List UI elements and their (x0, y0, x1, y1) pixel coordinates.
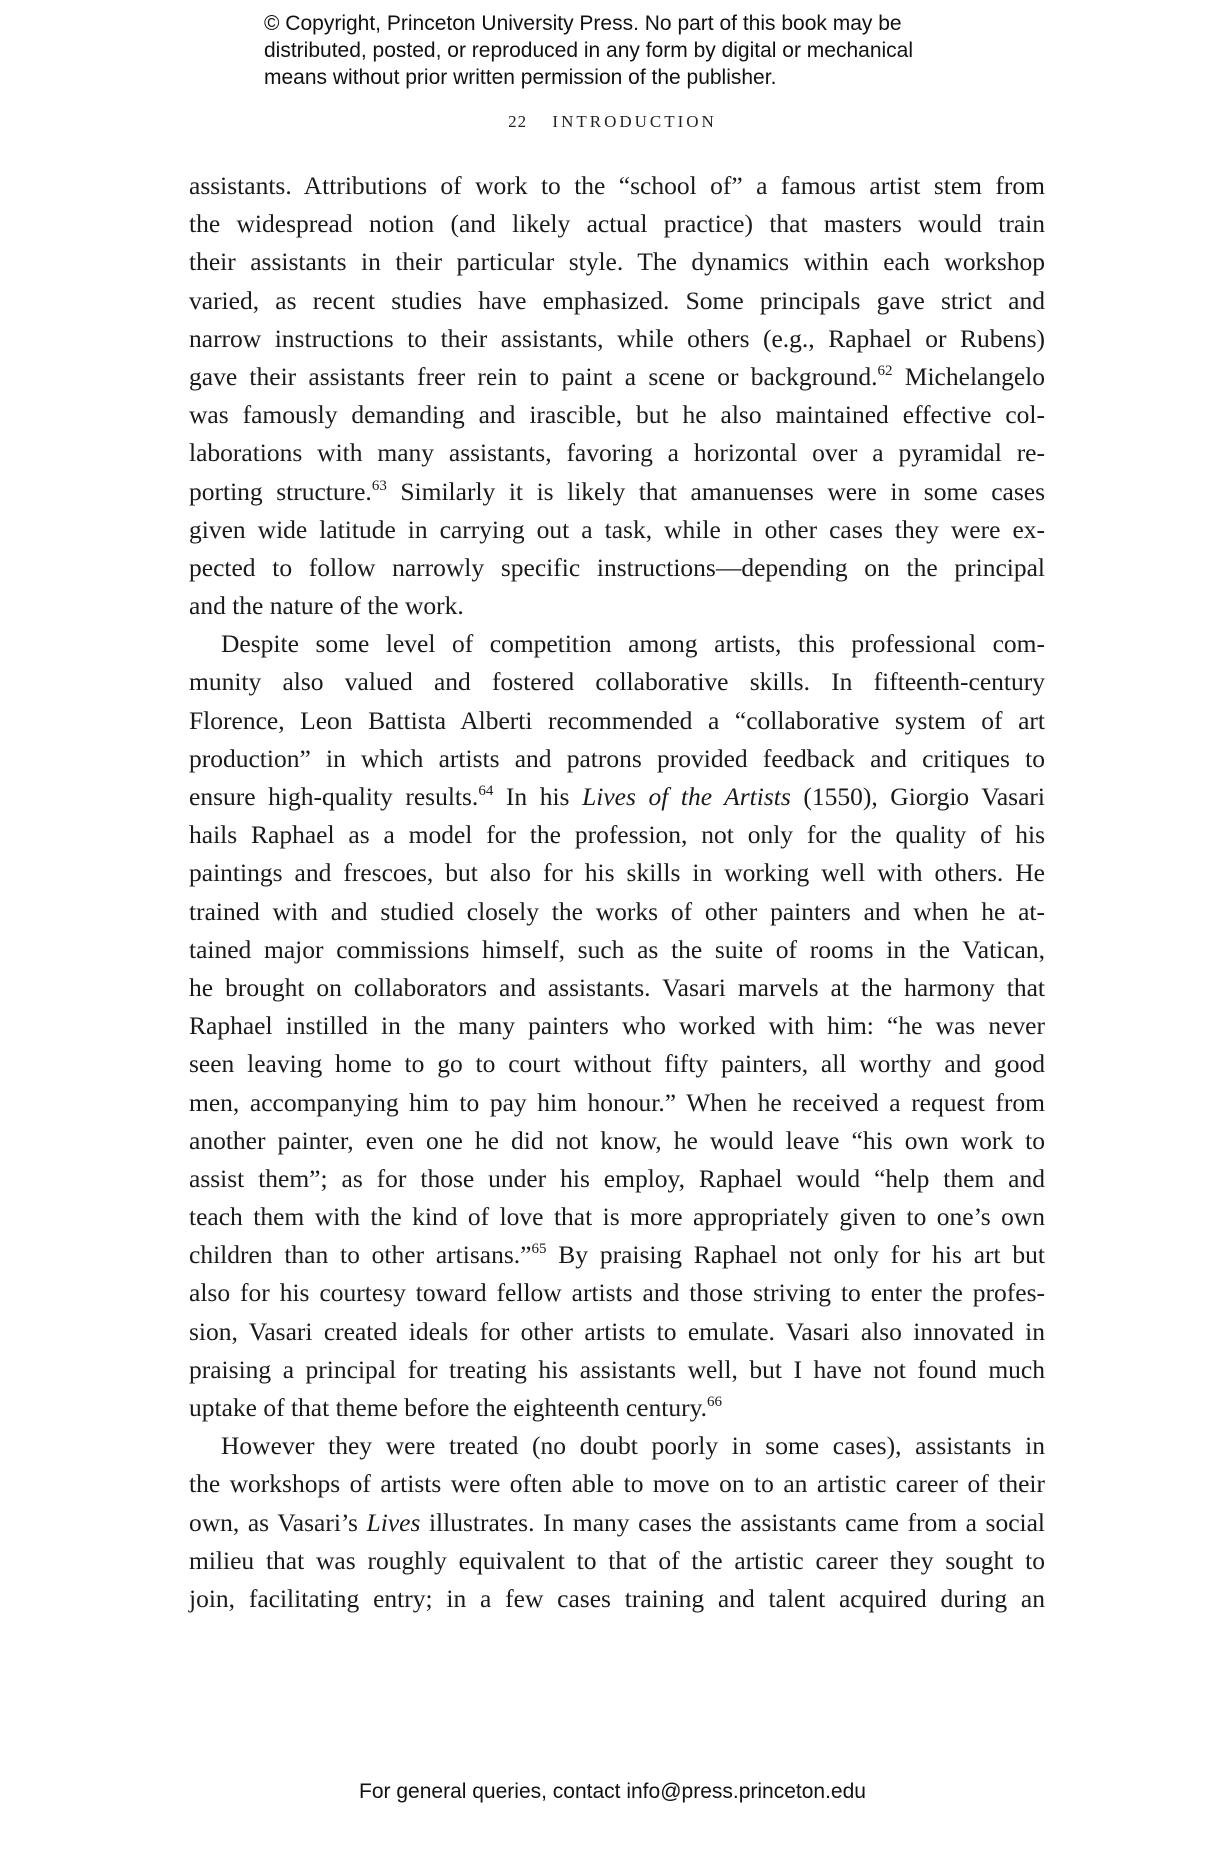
text-line (189, 587, 1045, 625)
text-run: assist them”; as for those under his employ, Raphael would “help them and (189, 1163, 1045, 1193)
text-line (189, 816, 1045, 854)
text-line (189, 854, 1045, 892)
text-run: porting structure. (189, 476, 372, 506)
text-run: children than to other artisans.” (189, 1240, 532, 1270)
text-run: narrow instructions to their assistants, while others (e.g., Raphael or Rubens) (189, 323, 1045, 353)
text-run: illustrates. In many cases the assistants came from a social (420, 1507, 1045, 1537)
text-run: milieu that was roughly equivalent to that of the artistic career they sought to (189, 1545, 1045, 1575)
text-line (189, 205, 1045, 243)
text-run: given wide latitude in carrying out a task, while in other cases they were ex- (189, 514, 1045, 544)
text-run: pected to follow narrowly specific instructions—depending on the principal (189, 552, 1045, 582)
text-run: munity also valued and fostered collaborative skills. In fifteenth-century (189, 667, 1045, 697)
text-run: production” in which artists and patrons provided feedback and critiques to (189, 743, 1045, 773)
text-line (189, 1084, 1045, 1122)
text-run: Despite some level of competition among artists, this professional com- (221, 629, 1045, 659)
text-line (189, 243, 1045, 281)
text-line (189, 1274, 1045, 1312)
text-line (189, 434, 1045, 472)
text-run: However they were treated (no doubt poorly in some cases), assistants in (221, 1431, 1045, 1461)
text-line (189, 1351, 1045, 1389)
text-line (189, 1160, 1045, 1198)
text-run: seen leaving home to go to court without fifty painters, all worthy and good (189, 1049, 1045, 1079)
text-run: teach them with the kind of love that is more appropriately given to one’s own (189, 1202, 1045, 1232)
text-run: join, facilitating entry; in a few cases training and talent acquired during an (189, 1583, 1045, 1613)
text-run: ensure high-quality results. (189, 782, 479, 811)
body-text (189, 167, 1045, 1618)
footnote-marker: 62 (877, 362, 893, 379)
text-line (189, 740, 1045, 778)
text-line (189, 702, 1045, 740)
running-title: INTRODUCTION (552, 112, 717, 131)
text-line (189, 358, 1045, 396)
text-run: assistants. Attributions of work to the “school of” a famous artist stem from (189, 171, 1045, 200)
text-line (189, 1198, 1045, 1236)
text-run: praising a principal for treating his assistants well, but I have not found much (189, 1354, 1045, 1384)
text-line (189, 511, 1045, 549)
text-line (189, 931, 1045, 969)
text-run: men, accompanying him to pay him honour.” When he received a request from (189, 1087, 1045, 1117)
text-run: Raphael instilled in the many painters who worked with him: “he was never (189, 1011, 1045, 1041)
text-run: tained major commissions himself, such as the suite of rooms in the Vatican, (189, 934, 1045, 964)
running-head (0, 112, 1225, 132)
text-run: and the nature of the work. (189, 591, 464, 621)
text-line (189, 1389, 1045, 1427)
text-line (189, 1236, 1045, 1274)
copyright-line: means without prior written permission of the publisher. (264, 66, 777, 89)
text-line (189, 1427, 1045, 1465)
footnote-marker: 65 (531, 1241, 547, 1258)
text-line (189, 473, 1045, 511)
text-line (189, 1465, 1045, 1503)
text-run: trained with and studied closely the works of other painters and when he at- (189, 896, 1045, 926)
text-run: their assistants in their particular style. The dynamics within each workshop (189, 247, 1045, 277)
text-line (189, 320, 1045, 358)
text-run: uptake of that theme before the eighteenth century. (189, 1393, 708, 1422)
footnote-marker: 63 (371, 477, 387, 494)
text-line (189, 1580, 1045, 1618)
text-run: another painter, even one he did not know, he would leave “his own work to (189, 1125, 1045, 1155)
text-line (189, 893, 1045, 931)
text-line (189, 625, 1045, 663)
text-run: he brought on collaborators and assistants. Vasari marvels at the harmony that (189, 972, 1045, 1002)
text-line (189, 1313, 1045, 1351)
footnote-marker: 66 (707, 1394, 723, 1410)
text-line (189, 1045, 1045, 1083)
text-run: laborations with many assistants, favoring a horizontal over a pyramidal re- (189, 438, 1045, 468)
text-run: In his (493, 782, 583, 811)
italic-title: Lives of the Artists (582, 782, 791, 811)
page-number: 22 (508, 112, 528, 131)
text-run: own, as Vasari’s (189, 1507, 367, 1537)
text-line (189, 549, 1045, 587)
footer-contact: For general queries, contact info@press.princeton.edu (359, 1780, 866, 1803)
text-run: paintings and frescoes, but also for his skills in working well with others. He (189, 858, 1045, 888)
text-line (189, 1542, 1045, 1580)
copyright-line: distributed, posted, or reproduced in any form by digital or mechanical (264, 39, 914, 62)
text-run: By praising Raphael not only for his art but (546, 1240, 1045, 1270)
text-run: gave their assistants freer rein to paint a scene or background. (189, 361, 878, 391)
copyright-notice (264, 10, 984, 91)
italic-title: Lives (366, 1507, 421, 1537)
text-run: Michelangelo (892, 361, 1045, 391)
footnote-marker: 64 (478, 783, 494, 799)
text-run: Florence, Leon Battista Alberti recommended a “collaborative system of art (189, 705, 1045, 735)
text-line (189, 282, 1045, 320)
text-run: sion, Vasari created ideals for other artists to emulate. Vasari also innovated in (189, 1316, 1045, 1346)
text-run: the workshops of artists were often able to move on to an artistic career of their (189, 1469, 1045, 1499)
text-run: was famously demanding and irascible, but he also maintained effective col- (189, 400, 1045, 430)
text-run: Similarly it is likely that amanuenses were in some cases (386, 476, 1045, 506)
text-line (189, 969, 1045, 1007)
text-line (189, 1504, 1045, 1542)
text-run: hails Raphael as a model for the profession, not only for the quality of his (189, 820, 1045, 850)
text-line (189, 396, 1045, 434)
text-run: the widespread notion (and likely actual practice) that masters would train (189, 209, 1045, 239)
text-line (189, 167, 1045, 205)
text-line (189, 1007, 1045, 1045)
text-line (189, 1122, 1045, 1160)
text-run: (1550), Giorgio Vasari (790, 782, 1045, 811)
copyright-line: © Copyright, Princeton University Press. No part of this book may be (264, 12, 902, 35)
text-line (189, 663, 1045, 701)
text-line (189, 778, 1045, 816)
text-run: also for his courtesy toward fellow artists and those striving to enter the profes- (189, 1278, 1045, 1308)
text-run: varied, as recent studies have emphasized. Some principals gave strict and (189, 285, 1045, 315)
